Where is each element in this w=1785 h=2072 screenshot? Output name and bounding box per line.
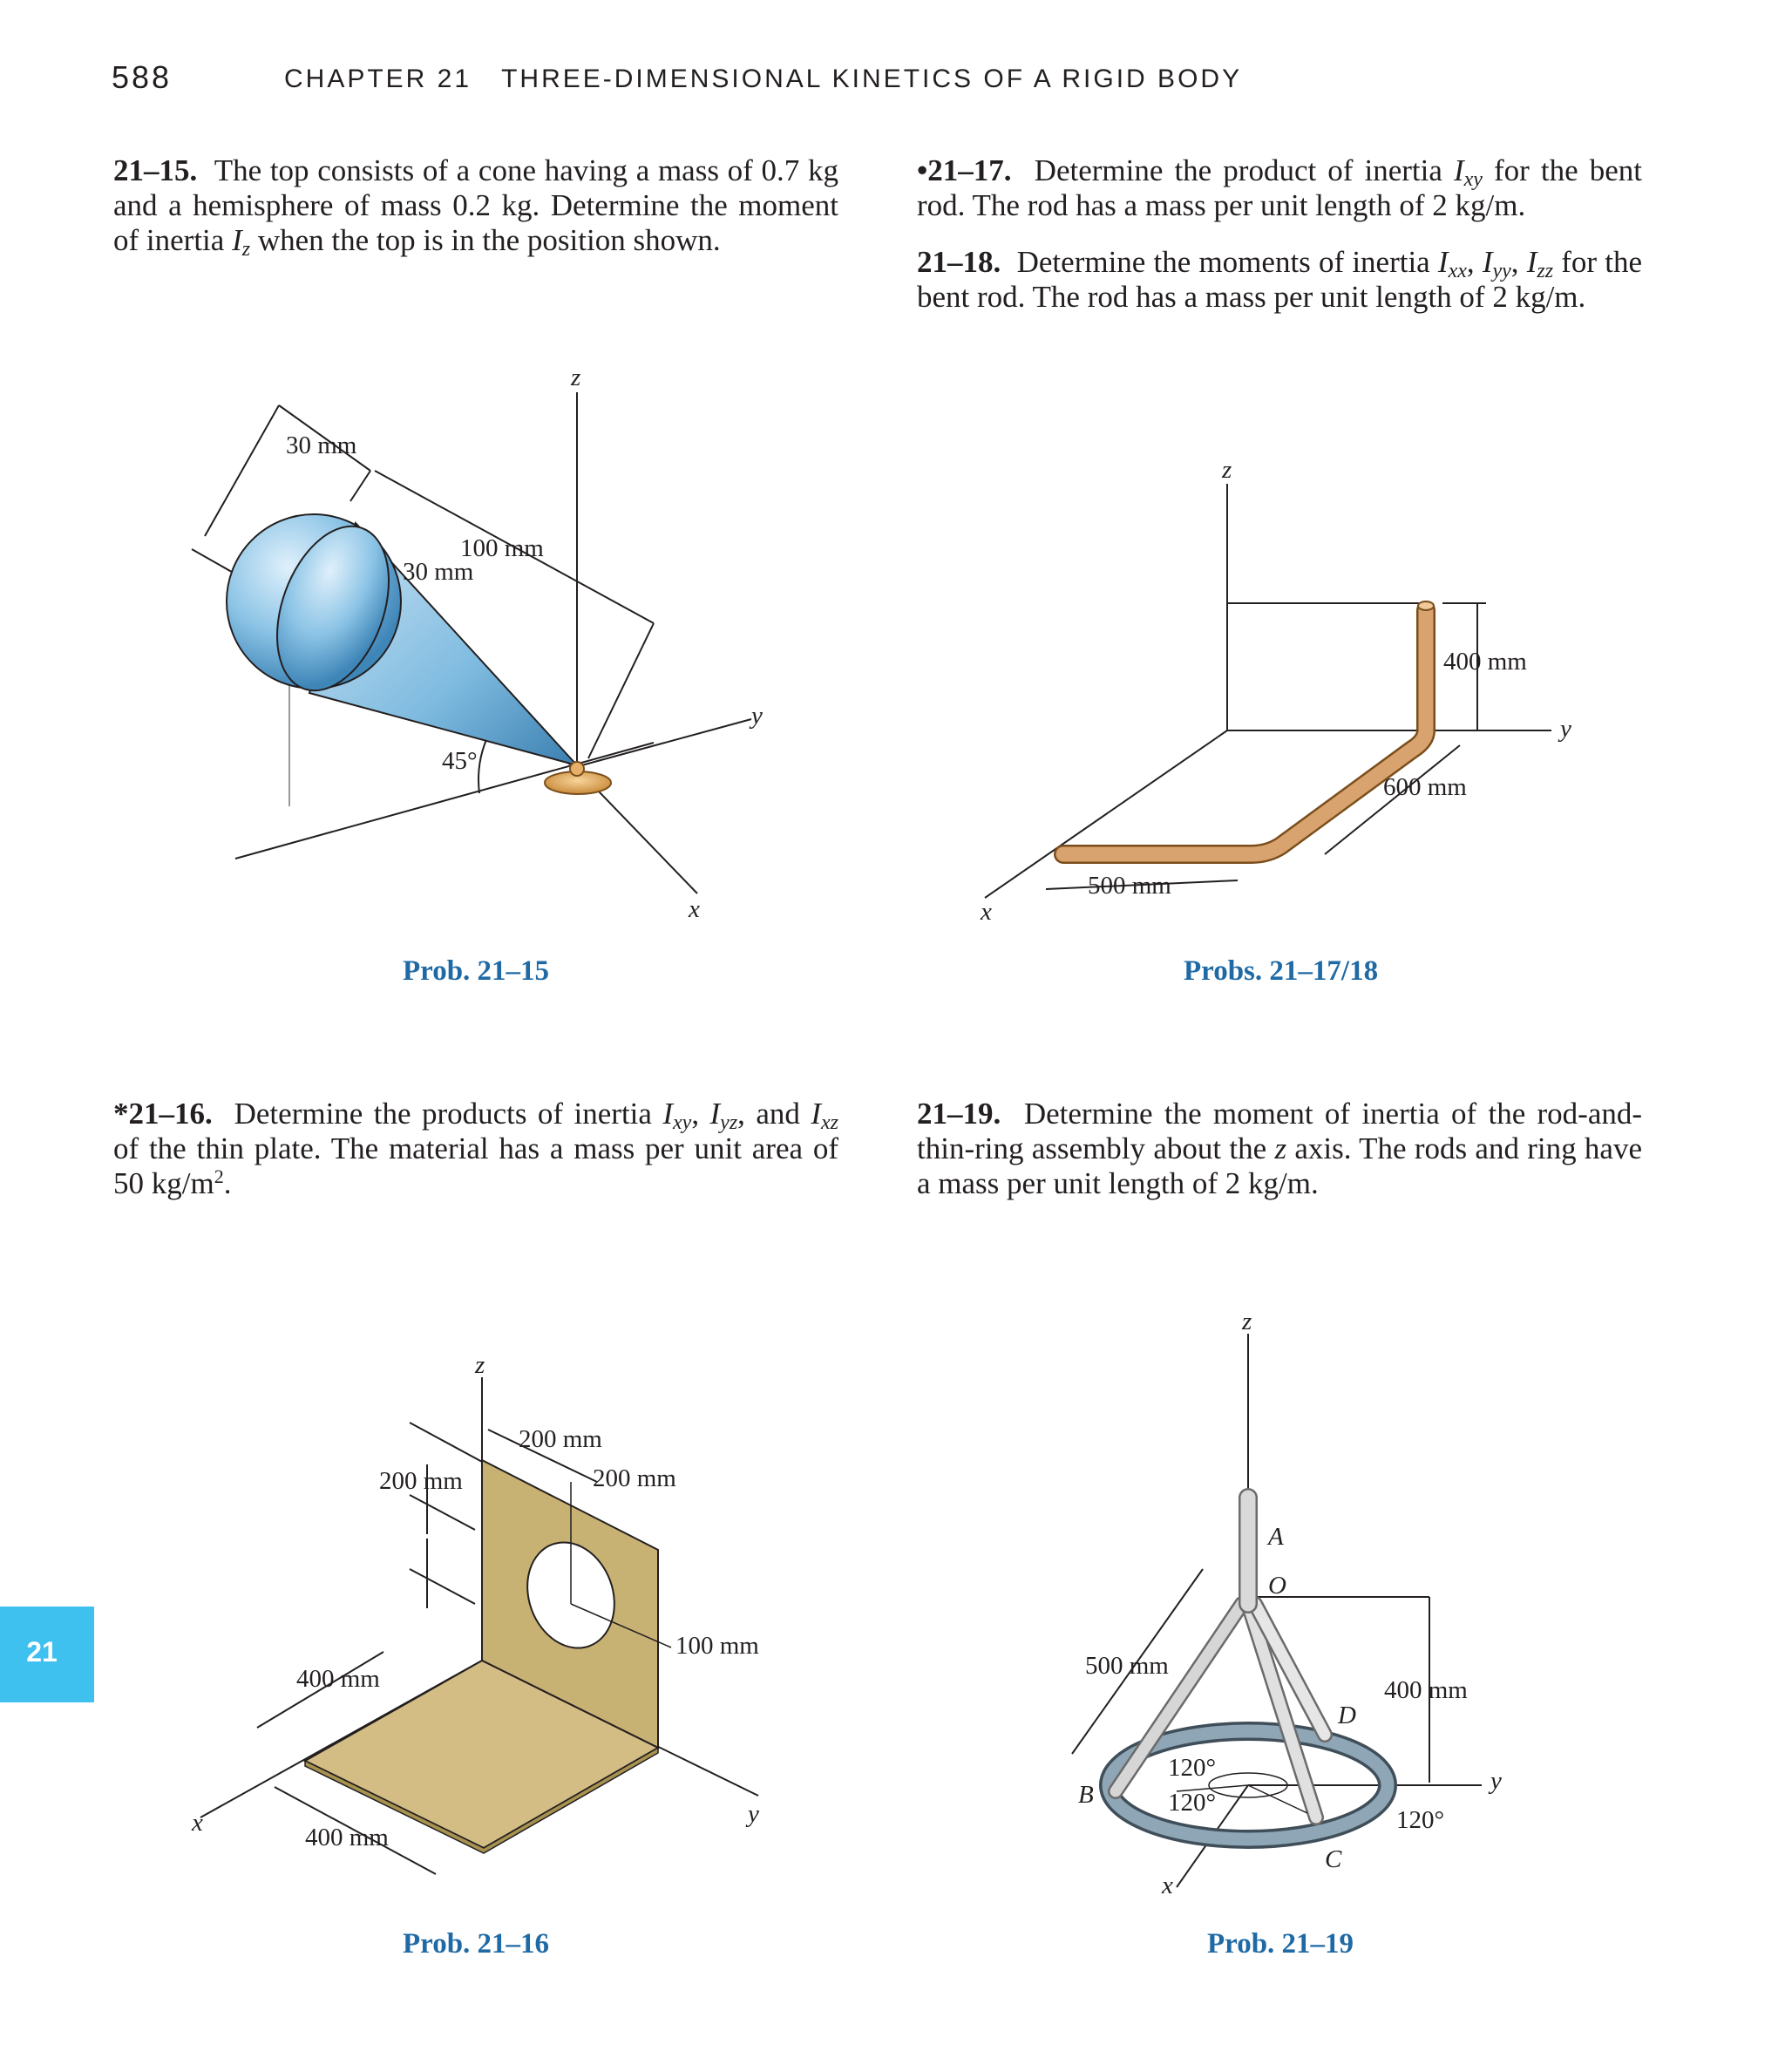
figure-21-15: [131, 366, 828, 924]
math-subscript: yz: [720, 1111, 738, 1134]
dimension-label-200mm-right: 200 mm: [593, 1464, 676, 1492]
math-subscript: xy: [1463, 168, 1483, 191]
point-label-A: A: [1268, 1523, 1284, 1551]
dimension-label-200mm-left: 200 mm: [379, 1467, 463, 1495]
dimension-label-400mm-bottom: 400 mm: [305, 1824, 389, 1851]
math-symbol: I: [811, 1097, 821, 1131]
z-axis-label: z: [1242, 1308, 1252, 1335]
math-symbol: I: [709, 1097, 721, 1131]
math-subscript: xz: [821, 1111, 838, 1134]
problem-number: 21–18.: [917, 245, 1001, 279]
problem-text: of the thin plate. The material has a mass per unit area of 50 kg/m: [113, 1131, 838, 1200]
page-number: 588: [112, 59, 173, 95]
problem-number: •21–17.: [917, 153, 1012, 187]
angle-label-120-mid: 120°: [1168, 1789, 1217, 1817]
chapter-tab: [0, 1607, 94, 1702]
math-symbol: z: [1274, 1131, 1287, 1165]
extension-line: [588, 623, 654, 758]
y-axis-label: y: [748, 1800, 759, 1828]
chapter-title: [284, 65, 1242, 94]
dimension-label-400mm: 400 mm: [1384, 1676, 1468, 1704]
problem-text: Determine the moments of inertia: [1016, 245, 1438, 279]
dimension-label-30mm-top: 30 mm: [286, 431, 357, 459]
problem-text: for the bent rod. The rod has a mass per unit length of 2 kg/m.: [917, 153, 1643, 222]
figure-caption: Prob. 21–15: [403, 955, 550, 987]
problem-21-18: 21–18. Determine the moments of inertia $I_{xx}$, $I_{yy}$, $I_{zz}$ for the bent rod. The rod has a mass per unit length of 2 kg/m.: [917, 245, 1643, 314]
x-axis-label: x: [1162, 1872, 1173, 1899]
problem-text: when the top is in the position shown.: [250, 223, 721, 257]
math-subscript: yy: [1492, 260, 1511, 282]
figure-21-17-18: [959, 453, 1621, 924]
y-axis-label: y: [1490, 1767, 1502, 1795]
extension-line: [350, 471, 370, 501]
math-subscript: xx: [1448, 260, 1467, 282]
problem-text: axis. The rods and ring have a mass per unit length of 2 kg/m.: [917, 1131, 1642, 1200]
figure-21-16: [174, 1351, 802, 1892]
extension-line: [410, 1569, 475, 1604]
pivot-tip: [570, 762, 584, 776]
problem-text: Determine the moment of inertia of the rod-and-thin-ring assembly about the: [917, 1097, 1643, 1165]
rod-end-cap: [1418, 601, 1434, 610]
problem-21-17: [917, 153, 1642, 223]
dimension-label-500mm: 500 mm: [1088, 872, 1171, 900]
dimension-label-100mm: 100 mm: [460, 534, 544, 562]
z-axis-label: z: [571, 366, 581, 391]
z-axis-label: z: [1222, 456, 1232, 484]
extension-line: [205, 405, 279, 536]
x-axis-label: x: [192, 1809, 203, 1837]
y-axis-label: y: [751, 702, 763, 730]
problem-text: for the bent rod. The rod has a mass per unit length of 2 kg/m.: [917, 245, 1643, 314]
dimension-label-600mm: 600 mm: [1383, 773, 1467, 801]
figure-caption: Probs. 21–17/18: [1184, 955, 1379, 987]
dimension-label-30mm-radius: 30 mm: [403, 558, 474, 586]
problem-21-16: *21–16. Determine the products of inertia $I_{xy}$, $I_{yz}$, and $I_{xz}$ of the thin plate. The material has a mass per unit area of 50 $kg/m^2$.: [113, 1097, 838, 1200]
math-symbol: I: [1526, 245, 1537, 279]
angle-ref-line: [1248, 1785, 1307, 1813]
figure-caption: Prob. 21–19: [1207, 1928, 1354, 1960]
problem-number: 21–15.: [113, 153, 198, 187]
extension-line: [410, 1423, 484, 1463]
problem-text: The top consists of a cone having a mass of 0.7 kg and a hemisphere of mass 0.2 kg. Determine the moment of inertia: [113, 153, 838, 257]
y-axis-label: y: [1560, 715, 1571, 743]
point-label-B: B: [1078, 1781, 1094, 1809]
problem-21-19: [917, 1097, 1642, 1201]
problem-text: Determine the products of inertia: [234, 1097, 663, 1131]
point-label-O: O: [1268, 1572, 1286, 1600]
dimension-label-200mm-top: 200 mm: [519, 1425, 602, 1453]
math-subscript: z: [241, 238, 251, 261]
point-label-D: D: [1338, 1702, 1356, 1729]
math-symbol: I: [1437, 245, 1449, 279]
chapter-tab-label: 21: [26, 1636, 58, 1668]
angle-label-120-top: 120°: [1168, 1754, 1217, 1782]
angle-label-120-right: 120°: [1396, 1806, 1445, 1834]
problem-21-15: [113, 153, 838, 261]
x-axis-label: x: [981, 898, 992, 924]
figure-caption: Prob. 21–16: [403, 1928, 550, 1960]
math-symbol: I: [1453, 153, 1464, 187]
math-symbol: I: [662, 1097, 674, 1131]
math-subscript: xy: [673, 1111, 692, 1134]
problem-number: *21–16.: [113, 1097, 213, 1131]
extension-line: [410, 1495, 475, 1530]
exponent: 2: [214, 1165, 224, 1187]
dimension-label-400mm: 400 mm: [1443, 648, 1527, 676]
point-label-C: C: [1325, 1845, 1342, 1873]
dimension-label-500mm: 500 mm: [1085, 1652, 1169, 1680]
dimension-label-400mm-left: 400 mm: [296, 1665, 380, 1693]
math-symbol: I: [232, 223, 242, 257]
angle-label-45: 45°: [442, 747, 478, 775]
y-axis-line: [575, 719, 751, 767]
running-header: [0, 0, 1785, 131]
math-symbol: I: [1482, 245, 1493, 279]
chapter-label: CHAPTER 21: [284, 65, 472, 93]
math-subscript: zz: [1537, 260, 1554, 282]
z-axis-label: z: [475, 1351, 485, 1379]
chapter-name: THREE-DIMENSIONAL KINETICS OF A RIGID BODY: [501, 65, 1243, 93]
dimension-label-100mm: 100 mm: [675, 1632, 759, 1660]
problem-number: 21–19.: [917, 1097, 1001, 1131]
problem-text: Determine the product of inertia: [1034, 153, 1454, 187]
figure-21-19: [1046, 1308, 1604, 1900]
x-axis-label: x: [689, 895, 700, 923]
